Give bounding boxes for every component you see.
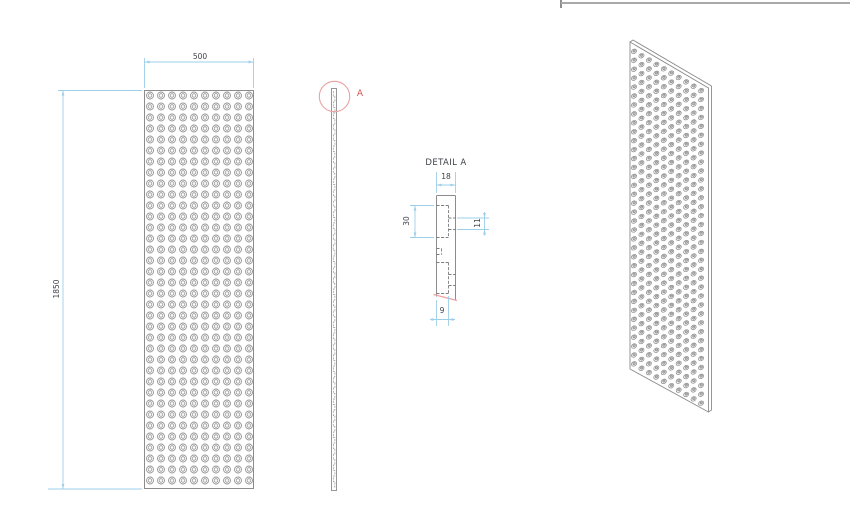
- front-view: [145, 91, 254, 489]
- dim-label-hole-offset: 9: [439, 306, 445, 315]
- detail-callout-label: A: [356, 89, 364, 99]
- dim-label-hole-spacing: 30: [402, 216, 411, 226]
- dim-label-width: 500: [192, 52, 208, 61]
- dim-label-hole-width: 11: [473, 218, 482, 228]
- detail-view: [434, 196, 458, 301]
- iso-view: [630, 40, 712, 412]
- side-view: [319, 81, 349, 490]
- dim-label-plate-width: 18: [441, 172, 451, 181]
- detail-view-title: DETAIL A: [425, 158, 467, 168]
- dim-label-height: 1850: [52, 279, 61, 299]
- dimension-lines: [48, 58, 489, 489]
